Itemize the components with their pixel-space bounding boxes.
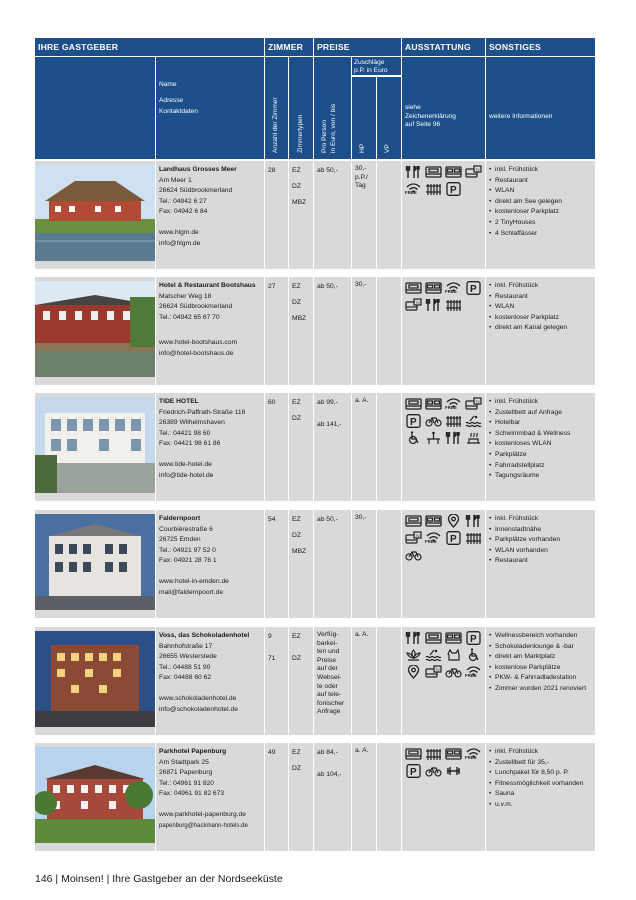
price-value: ab 50,- — [317, 283, 338, 290]
room-type: EZ — [292, 516, 301, 523]
room-type: EZ — [292, 633, 301, 640]
fence-icon — [425, 747, 442, 761]
hotel-row — [35, 393, 595, 501]
header-gastgeber: IHRE GASTGEBER — [35, 38, 264, 56]
fitness-icon — [445, 764, 462, 778]
info-item: • inkl. Frühstück — [489, 281, 592, 292]
info-item: • Fahrradstellplatz — [489, 461, 592, 472]
header-hp: HP — [359, 143, 366, 153]
hotel-photo — [35, 510, 155, 618]
wifi-free-icon — [445, 281, 462, 295]
amenities-cell — [402, 627, 485, 735]
room-type: MBZ — [292, 548, 307, 555]
hotel-email-link[interactable]: info@schokoladenhotel.de — [159, 705, 238, 713]
cutlery-icon — [405, 165, 422, 179]
wifi-free-icon — [445, 397, 462, 411]
price-value — [317, 313, 348, 329]
accessible-icon — [465, 648, 482, 662]
price-cell — [314, 743, 351, 851]
info-item: • Schokoladenlounge & -bar — [489, 642, 592, 653]
room-type: MBZ — [292, 315, 307, 322]
hotel-website-link[interactable]: www.tide-hotel.de — [159, 460, 212, 468]
bed-double-icon — [445, 165, 462, 179]
bed-double-icon — [445, 631, 462, 645]
price-value: ab 141,- — [317, 421, 342, 428]
rooms-count: 27 — [268, 283, 276, 290]
info-item: • Restaurant — [489, 556, 592, 567]
header-zuschlaege-2: p.P. in Euro — [354, 67, 388, 74]
header-kontakt-label: Kontaktdaten — [159, 108, 198, 115]
tv-bed-icon — [465, 165, 482, 179]
room-type: EZ — [292, 167, 301, 174]
info-item: • Parkplätze vorhanden — [489, 535, 592, 546]
hotel-address-line: Friedrich-Paffrath-Straße 116 — [159, 408, 246, 416]
info-item: • direkt am Marktplatz — [489, 652, 592, 663]
hotel-address-line: Tel.: 04942 6 27 — [159, 197, 207, 205]
info-item: • PKW- & Fahrradladestation — [489, 673, 592, 684]
location-icon — [405, 665, 422, 679]
info-item: • inkl. Frühstück — [489, 514, 592, 525]
parking-icon — [405, 414, 422, 428]
pet-icon — [445, 648, 462, 662]
header-ausstattung: AUSSTATTUNG — [402, 38, 485, 56]
bed-single-icon — [405, 514, 422, 528]
info-item: • WLAN vorhanden — [489, 546, 592, 557]
tv-bed-icon — [465, 397, 482, 411]
amenities-cell — [402, 743, 485, 851]
header-vp-cell — [377, 77, 401, 159]
fence-icon — [445, 414, 462, 428]
cutlery-icon — [445, 431, 462, 445]
room-type: DZ — [292, 655, 301, 662]
header-pro-person: Pro Person — [321, 120, 328, 153]
wifi-free-icon — [405, 182, 422, 196]
parking-icon — [405, 764, 422, 778]
rooms-count: 60 — [268, 399, 276, 406]
hotel-address-line: 26871 Papenburg — [159, 769, 213, 777]
free-label: FREE — [425, 539, 437, 545]
info-item: • 4 Schlaffässer — [489, 229, 592, 240]
hotel-website-link[interactable]: www.hlgm.de — [159, 228, 199, 236]
info-item: • Restaurant — [489, 176, 592, 187]
hotel-website-link[interactable]: www.hotel-in-emden.de — [159, 577, 229, 585]
hotel-name: Faldernpoort — [159, 515, 201, 522]
bicycle-icon — [425, 764, 442, 778]
location-icon — [445, 514, 462, 528]
hotel-address-line: Tel.: 04488 51 90 — [159, 663, 211, 671]
bicycle-icon — [425, 414, 442, 428]
hotel-address-line: Tel.: 04961 91 820 — [159, 779, 215, 787]
room-type: EZ — [292, 283, 301, 290]
hotel-email-link[interactable]: info@hotel-bootshaus.de — [159, 349, 234, 357]
hotel-photo — [35, 743, 155, 851]
room-type — [292, 779, 310, 795]
hotel-info-cell — [156, 393, 264, 501]
header-photo-cell — [35, 57, 155, 159]
room-type: DZ — [292, 532, 301, 539]
bed-single-icon — [405, 281, 422, 295]
other-info-cell — [486, 627, 595, 735]
hotel-address-line: Fax: 04942 6 84 — [159, 208, 208, 216]
header-name-label: Name — [159, 81, 177, 88]
price-value — [317, 785, 348, 801]
info-item: • inkl. Frühstück — [489, 397, 592, 408]
hotel-name: Voss, das Schokoladenhotel — [159, 632, 250, 639]
hotel-photo — [35, 277, 155, 385]
header-in-euro: in Euro, von / bis — [330, 103, 337, 153]
hp-surcharge-cell — [352, 510, 376, 618]
amenities-cell — [402, 161, 485, 269]
rooms-count-cell — [265, 277, 288, 385]
info-item: • direkt am See gelegen — [489, 197, 592, 208]
meeting-icon — [425, 431, 442, 445]
bed-single-icon — [425, 631, 442, 645]
wifi-free-icon — [425, 531, 442, 545]
info-item: • Zustellbett für 35,- — [489, 758, 592, 769]
table-header-main — [35, 38, 595, 56]
rooms-count: 9 — [268, 633, 272, 640]
bed-single-icon — [405, 397, 422, 411]
other-info-cell — [486, 510, 595, 618]
page-footer: 146 | Moinsen! | Ihre Gastgeber an der Nordseeküste — [35, 873, 283, 885]
header-name-cell — [156, 57, 264, 159]
info-item: • kostenloses WLAN — [489, 439, 592, 450]
room-types-cell — [289, 510, 313, 618]
info-item: • Parkplätze — [489, 450, 592, 461]
header-zimmertypen: Zimmertypen — [297, 114, 304, 153]
vp-surcharge-cell — [377, 161, 401, 269]
header-siehe-2: Zeichenerklärung — [405, 112, 456, 120]
price-value — [317, 530, 348, 546]
header-pro-person-cell — [314, 57, 351, 159]
header-vp: VP — [384, 144, 391, 153]
price-value — [317, 181, 348, 197]
price-value: ab 104,- — [317, 771, 342, 778]
info-item: • Fitnessmöglichkeit vorhanden — [489, 779, 592, 790]
hotel-address-line: Fax: 04961 91 82 673 — [159, 790, 225, 798]
hp-surcharge: a. A. — [355, 747, 369, 754]
bed-double-icon — [425, 397, 442, 411]
info-item: • kostenloser Parkplatz — [489, 207, 592, 218]
hotel-website-link[interactable]: www.schokoladenhotel.de — [159, 694, 237, 702]
price-value: ab 84,- — [317, 749, 338, 756]
hp-surcharge-cell — [352, 393, 376, 501]
bed-double-icon — [425, 514, 442, 528]
price-value — [317, 546, 348, 562]
room-type: DZ — [292, 183, 301, 190]
cutlery-icon — [425, 298, 442, 312]
rooms-count-cell — [265, 743, 288, 851]
hotel-address-line: Fax: 04421 98 61 86 — [159, 440, 221, 448]
vp-surcharge-cell — [377, 277, 401, 385]
info-item: • Restaurant — [489, 292, 592, 303]
info-item: • inkl. Frühstück — [489, 747, 592, 758]
hotel-row — [35, 277, 595, 385]
info-item: • Hotelbar — [489, 418, 592, 429]
cutlery-icon — [465, 514, 482, 528]
info-item: • Zimmer wurden 2021 renoviert — [489, 684, 592, 695]
hotel-name: Landhaus Grosses Meer — [159, 166, 237, 173]
hotel-address-line: Tel.: 04942 65 67 70 — [159, 313, 220, 321]
hotel-address-line: 26624 Südbrookmerland — [159, 187, 233, 195]
vp-surcharge-cell — [377, 393, 401, 501]
fence-icon — [445, 298, 462, 312]
cutlery-icon — [405, 631, 422, 645]
header-hp-cell — [352, 77, 376, 159]
hotel-photo — [35, 627, 155, 735]
info-item: • Lunchpaket für 8,50 p. P. — [489, 768, 592, 779]
hp-surcharge: a. A. — [355, 631, 369, 638]
header-siehe-3: auf Seite 96 — [405, 121, 441, 128]
hotel-address-line: Am Meer 1 — [159, 176, 192, 184]
hotel-email-link[interactable]: info@tide-hotel.de — [159, 471, 214, 479]
room-type — [292, 429, 310, 445]
header-adresse-label: Adresse — [159, 97, 184, 104]
info-item: • kostenlose Parkplätze — [489, 663, 592, 674]
tv-bed-icon — [405, 531, 422, 545]
hotel-address-line: Matscher Weg 18 — [159, 292, 212, 300]
vp-surcharge-cell — [377, 510, 401, 618]
hotel-email-link[interactable]: info@hlgm.de — [159, 239, 201, 247]
hotel-address-line: Courbièrestraße 6 — [159, 525, 213, 533]
price-cell — [314, 510, 351, 618]
rooms-count: 71 — [268, 655, 276, 662]
header-weitere: weitere Informationen — [489, 113, 553, 120]
hp-surcharge: a. A. — [355, 397, 369, 404]
info-item: • Tagungsräume — [489, 471, 592, 482]
info-item: • WLAN — [489, 302, 592, 313]
hp-surcharge: 30,- — [355, 514, 367, 521]
hotel-email-link[interactable]: mail@faldernpoort.de — [159, 588, 224, 596]
info-item: • u.v.m. — [489, 800, 592, 811]
info-item: • Sauna — [489, 789, 592, 800]
hp-surcharge-cell — [352, 277, 376, 385]
parking-icon — [445, 531, 462, 545]
rooms-count: 54 — [268, 516, 276, 523]
bed-single-icon — [425, 165, 442, 179]
hotel-info-cell — [156, 627, 264, 735]
hotel-row — [35, 743, 595, 851]
parking-icon — [465, 631, 482, 645]
hotel-address-line: Am Stadtpark 25 — [159, 758, 209, 766]
hotel-address-line: 26624 Südbrookmerland — [159, 303, 233, 311]
other-info-cell — [486, 161, 595, 269]
header-siehe-cell — [402, 57, 485, 159]
info-item: • direkt am Kanal gelegen — [489, 323, 592, 334]
amenities-cell — [402, 393, 485, 501]
info-item: • kostenloser Parkplatz — [489, 313, 592, 324]
hotel-email-link[interactable]: papenburg@hackmann-hotels.de — [159, 822, 248, 829]
free-label: FREE — [465, 673, 477, 679]
free-label: FREE — [465, 755, 477, 761]
header-zuschlaege-cell — [352, 57, 401, 76]
hp-surcharge: 30,- p.P./ Tag — [355, 165, 368, 190]
room-type: EZ — [292, 749, 301, 756]
parking-icon — [445, 182, 462, 196]
vp-surcharge-cell — [377, 743, 401, 851]
room-type — [292, 669, 310, 685]
wifi-free-icon — [465, 665, 482, 679]
hotel-website-link[interactable]: www.hotel-bootshaus.com — [159, 339, 238, 347]
header-preise: PREISE — [314, 38, 401, 56]
other-info-cell — [486, 277, 595, 385]
bicycle-icon — [405, 548, 422, 562]
price-value — [317, 297, 348, 313]
hp-surcharge: 30,- — [355, 281, 367, 288]
rooms-count: 28 — [268, 167, 276, 174]
hp-surcharge-cell — [352, 743, 376, 851]
rooms-count-cell — [265, 393, 288, 501]
pool-icon — [465, 414, 482, 428]
price-cell — [314, 277, 351, 385]
hotel-photo — [35, 161, 155, 269]
hotel-address-line: 26655 Westerstede — [159, 653, 217, 661]
bed-double-icon — [425, 281, 442, 295]
price-cell — [314, 161, 351, 269]
hotel-name: Parkhotel Papenburg — [159, 748, 227, 755]
room-type: DZ — [292, 765, 301, 772]
hotel-address-line: 26389 Wilhelmshaven — [159, 419, 225, 427]
room-type: DZ — [292, 415, 301, 422]
hotel-photo — [35, 393, 155, 501]
rooms-count: 49 — [268, 749, 276, 756]
header-sonstiges: SONSTIGES — [486, 38, 595, 56]
room-type: MBZ — [292, 199, 307, 206]
header-weitere-cell — [486, 57, 595, 159]
free-label: FREE — [445, 289, 457, 295]
free-label: FREE — [445, 405, 457, 411]
hotel-info-cell — [156, 277, 264, 385]
sauna-icon — [465, 431, 482, 445]
info-item: • Schwimmbad & Wellness — [489, 429, 592, 440]
room-type: DZ — [292, 299, 301, 306]
fence-icon — [465, 531, 482, 545]
info-item: • Wellnessbereich vorhanden — [489, 631, 592, 642]
hotel-address-line: Fax: 04921 28 76 1 — [159, 557, 217, 565]
accessible-icon — [405, 431, 422, 445]
price-value: ab 50,- — [317, 167, 338, 174]
hp-surcharge-cell — [352, 161, 376, 269]
amenities-cell — [402, 277, 485, 385]
room-types-cell — [289, 743, 313, 851]
pool-icon — [425, 648, 442, 662]
info-item: • inkl. Frühstück — [489, 165, 592, 176]
rooms-count-cell — [265, 510, 288, 618]
header-zuschlaege-1: Zuschläge — [354, 59, 385, 66]
price-value — [317, 197, 348, 213]
other-info-cell — [486, 393, 595, 501]
info-item: • Zustellbett auf Anfrage — [489, 408, 592, 419]
rooms-count-cell — [265, 627, 288, 735]
header-zimmer: ZIMMER — [265, 38, 313, 56]
hotel-info-cell — [156, 510, 264, 618]
header-zimmertypen-cell — [289, 57, 313, 159]
bed-single-icon — [405, 747, 422, 761]
hotel-info-cell — [156, 161, 264, 269]
hotel-website-link[interactable]: www.parkhotel-papenburg.de — [159, 810, 246, 818]
header-anzahl-cell — [265, 57, 288, 159]
hotel-address-line: Tel.: 04421 98 60 — [159, 429, 211, 437]
room-types-cell — [289, 627, 313, 735]
info-item: • WLAN — [489, 186, 592, 197]
tv-bed-icon — [425, 665, 442, 679]
hotel-address-line: Fax: 04488 60 62 — [159, 674, 212, 682]
room-types-cell — [289, 277, 313, 385]
hotel-row — [35, 161, 595, 269]
bicycle-icon — [445, 665, 462, 679]
amenities-cell — [402, 510, 485, 618]
hotel-address-line: Bahnhofstraße 17 — [159, 642, 213, 650]
header-siehe-1: siehe — [405, 104, 421, 111]
free-label: FREE — [405, 190, 417, 196]
other-info-cell — [486, 743, 595, 851]
hotel-row — [35, 510, 595, 618]
price-value: ab 99,- — [317, 399, 338, 406]
parking-icon — [465, 281, 482, 295]
hp-surcharge-cell — [352, 627, 376, 735]
hotel-row — [35, 627, 595, 735]
hotel-address-line: Tel.: 04921 97 52 0 — [159, 546, 216, 554]
room-types-cell — [289, 161, 313, 269]
table-header-sub — [35, 57, 595, 159]
rooms-count-cell — [265, 161, 288, 269]
price-value — [317, 435, 348, 451]
wellness-icon — [405, 648, 422, 662]
vp-surcharge-cell — [377, 627, 401, 735]
info-item: • Innenstadtnähe — [489, 525, 592, 536]
hotel-address-line: 26725 Emden — [159, 536, 201, 544]
price-value: ab 50,- — [317, 516, 338, 523]
price-cell — [314, 393, 351, 501]
header-anzahl: Anzahl der Zimmer — [272, 97, 279, 153]
hotel-name: Hotel & Restaurant Bootshaus — [159, 282, 256, 289]
room-types-cell — [289, 393, 313, 501]
room-type: EZ — [292, 399, 301, 406]
bed-double-icon — [445, 747, 462, 761]
price-note: Verfüg- barkei- ten und Preise auf der Websei- te oder auf tele- fonischer Anfrage — [317, 631, 345, 716]
tv-bed-icon — [405, 298, 422, 312]
hotel-name: TIDE HOTEL — [159, 398, 199, 405]
fence-icon — [425, 182, 442, 196]
price-cell — [314, 627, 351, 735]
wifi-free-icon — [465, 747, 482, 761]
hotel-info-cell — [156, 743, 264, 851]
info-item: • 2 TinyHouses — [489, 218, 592, 229]
